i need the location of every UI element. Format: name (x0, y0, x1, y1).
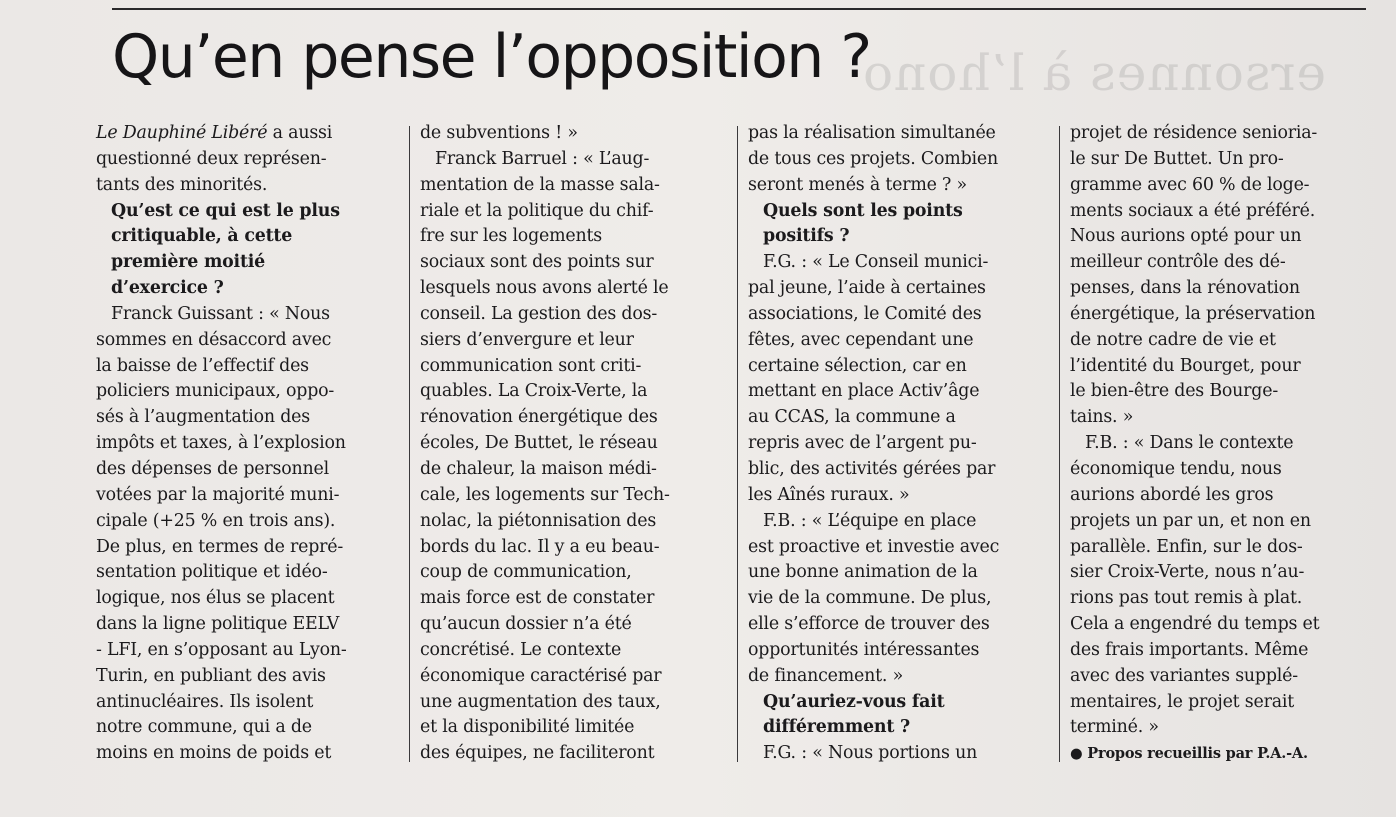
text-run: cipale (+25 % en trois ans). (96, 510, 336, 531)
text-run: moins en moins de poids et (96, 743, 332, 764)
text-run: au CCAS, la commune a (748, 407, 956, 428)
text-run: concrétisé. Le contexte (420, 639, 622, 660)
text-line (96, 509, 398, 535)
text-run: gramme avec 60 % de loge- (1070, 174, 1310, 195)
text-line (96, 276, 398, 302)
text-line (748, 173, 1048, 199)
text-run: dans la ligne politique EELV (96, 614, 340, 635)
text-run: impôts et taxes, à l’explosion (96, 433, 346, 454)
text-line (748, 250, 1048, 276)
text-line (420, 302, 726, 328)
text-run: tants des minorités. (96, 174, 268, 195)
text-line (96, 560, 398, 586)
text-run: votées par la majorité muni- (96, 484, 340, 505)
text-line (748, 431, 1048, 457)
text-run: repris avec de l’argent pu- (748, 433, 977, 454)
text-run: meilleur contrôle des dé- (1070, 252, 1286, 273)
text-run: certaine sélection, car en (748, 355, 967, 376)
text-run: elle s’efforce de trouver des (748, 614, 990, 635)
text-line (420, 405, 726, 431)
bold-text: d’exercice ? (111, 278, 224, 299)
text-line (1070, 276, 1370, 302)
text-run: Franck Guissant : « Nous (111, 303, 330, 324)
text-line (748, 328, 1048, 354)
text-run: a aussi (267, 123, 333, 143)
text-run: tains. » (1070, 407, 1134, 428)
text-line (1070, 354, 1370, 380)
text-run: mettant en place Activ’âge (748, 381, 980, 402)
column-divider (737, 126, 738, 762)
text-run: quables. La Croix-Verte, la (420, 381, 648, 402)
text-run: fre sur les logements (420, 226, 602, 247)
bold-text: critiquable, à cette (111, 226, 293, 247)
text-run: parallèle. Enfin, sur le dos- (1070, 536, 1303, 557)
text-run: de notre cadre de vie et (1070, 329, 1276, 350)
text-run: rions pas tout remis à plat. (1070, 588, 1303, 609)
text-line (748, 405, 1048, 431)
bold-text: ● Propos recueillis par P.A.-A. (1070, 745, 1308, 763)
text-line (1070, 509, 1370, 535)
text-run: sés à l’augmentation des (96, 407, 310, 428)
text-line (748, 379, 1048, 405)
text-line (420, 509, 726, 535)
text-run: terminé. » (1070, 717, 1159, 738)
text-run: est proactive et investie avec (748, 536, 1000, 557)
text-run: qu’aucun dossier n’a été (420, 614, 632, 635)
text-line (1070, 612, 1370, 638)
text-run: et la disponibilité limitée (420, 717, 635, 738)
text-line (1070, 457, 1370, 483)
text-line (96, 483, 398, 509)
text-line (420, 535, 726, 561)
text-run: policiers municipaux, oppo- (96, 381, 335, 402)
text-line (420, 457, 726, 483)
text-line (1070, 535, 1370, 561)
text-line (96, 612, 398, 638)
text-run: Turin, en publiant des avis (96, 665, 326, 686)
text-line (748, 457, 1048, 483)
text-run: mentation de la masse sala- (420, 174, 660, 195)
text-line (1070, 250, 1370, 276)
text-line (96, 302, 398, 328)
text-line (420, 250, 726, 276)
text-line (1070, 302, 1370, 328)
text-run: conseil. La gestion des dos- (420, 303, 658, 324)
text-run: Franck Barruel : « L’aug- (435, 148, 650, 169)
column-divider (1059, 126, 1060, 762)
text-run: sier Croix-Verte, nous n’au- (1070, 562, 1305, 583)
text-run: des dépenses de personnel (96, 458, 329, 479)
text-run: vie de la commune. De plus, (748, 588, 992, 609)
top-rule (112, 8, 1366, 10)
text-run: de financement. » (748, 665, 904, 686)
article-column-4 (1070, 121, 1370, 767)
text-run: les Aînés ruraux. » (748, 484, 910, 505)
text-run: Cela a engendré du temps et (1070, 614, 1320, 635)
text-line (420, 147, 726, 173)
text-line (96, 199, 398, 225)
text-line (420, 638, 726, 664)
text-line (748, 612, 1048, 638)
text-line (96, 379, 398, 405)
text-run: aurions abordé les gros (1070, 484, 1274, 505)
text-run: des équipes, ne faciliteront (420, 743, 655, 764)
article-column-1 (96, 121, 398, 767)
text-run: riale et la politique du chif- (420, 200, 654, 221)
text-line (1070, 405, 1370, 431)
text-run: sociaux sont des points sur (420, 252, 654, 273)
text-run: de tous ces projets. Combien (748, 148, 998, 169)
text-run: lesquels nous avons alerté le (420, 278, 669, 299)
text-run: Nous aurions opté pour un (1070, 226, 1302, 247)
bold-text: Qu’est ce qui est le plus (111, 200, 340, 221)
text-line (96, 741, 398, 767)
text-line (96, 431, 398, 457)
text-run: associations, le Comité des (748, 303, 982, 324)
text-line (1070, 560, 1370, 586)
text-run: projets un par un, et non en (1070, 510, 1311, 531)
text-run: écoles, De Buttet, le réseau (420, 433, 658, 454)
text-line (96, 690, 398, 716)
text-run: le sur De Buttet. Un pro- (1070, 148, 1284, 169)
text-line (1070, 199, 1370, 225)
text-line (420, 560, 726, 586)
text-line (1070, 483, 1370, 509)
text-line (1070, 328, 1370, 354)
text-line (748, 199, 1048, 225)
text-line (748, 560, 1048, 586)
text-run: coup de communication, (420, 562, 632, 583)
text-run: fêtes, avec cependant une (748, 329, 974, 350)
text-run: ments sociaux a été préféré. (1070, 200, 1316, 221)
text-run: le bien-être des Bourge- (1070, 381, 1278, 402)
text-run: opportunités intéressantes (748, 639, 980, 660)
text-line (748, 276, 1048, 302)
text-line (96, 586, 398, 612)
text-run: blic, des activités gérées par (748, 458, 996, 479)
bold-text: Qu’auriez-vous fait (763, 691, 945, 712)
bold-text: Quels sont les points (763, 200, 963, 221)
text-line (1070, 715, 1370, 741)
text-line (1070, 121, 1370, 147)
text-run: De plus, en termes de repré- (96, 536, 344, 557)
text-line (748, 741, 1048, 767)
bleed-through-text: ersonnes à l’hono (862, 44, 1326, 102)
text-run: de chaleur, la maison médi- (420, 458, 657, 479)
text-line (1070, 379, 1370, 405)
text-line (96, 354, 398, 380)
text-line (420, 354, 726, 380)
text-run: des frais importants. Même (1070, 639, 1309, 660)
text-run: F.B. : « L’équipe en place (763, 510, 977, 531)
text-run: seront menés à terme ? » (748, 174, 967, 195)
text-line (748, 715, 1048, 741)
text-line (748, 302, 1048, 328)
text-run: nolac, la piétonnisation des (420, 510, 657, 531)
text-line (420, 483, 726, 509)
text-run: économique caractérisé par (420, 665, 662, 686)
text-run: de subventions ! » (420, 123, 578, 143)
text-run: pal jeune, l’aide à certaines (748, 278, 986, 299)
text-line (96, 715, 398, 741)
text-line (96, 457, 398, 483)
text-line (420, 664, 726, 690)
text-line (420, 431, 726, 457)
text-line (748, 224, 1048, 250)
text-line (1070, 690, 1370, 716)
article-column-3 (748, 121, 1048, 767)
text-run: questionné deux représen- (96, 148, 327, 169)
text-line (748, 509, 1048, 535)
text-run: économique tendu, nous (1070, 458, 1282, 479)
text-line (420, 199, 726, 225)
text-line (420, 121, 726, 147)
italic-text: Le Dauphiné Libéré (96, 123, 268, 143)
text-line (748, 483, 1048, 509)
text-line (420, 715, 726, 741)
text-run: antinucléaires. Ils isolent (96, 691, 314, 712)
text-run: mais force est de constater (420, 588, 655, 609)
text-run: cale, les logements sur Tech- (420, 484, 670, 505)
text-line (748, 354, 1048, 380)
text-run: avec des variantes supplé- (1070, 665, 1298, 686)
text-line (420, 276, 726, 302)
text-line (96, 638, 398, 664)
text-line (96, 224, 398, 250)
text-line (1070, 173, 1370, 199)
text-run: penses, dans la rénovation (1070, 278, 1300, 299)
text-line (1070, 664, 1370, 690)
text-line (748, 664, 1048, 690)
text-run: communication sont criti- (420, 355, 642, 376)
text-line (748, 147, 1048, 173)
text-line (96, 250, 398, 276)
text-line (748, 586, 1048, 612)
text-line (420, 328, 726, 354)
text-line (1070, 147, 1370, 173)
text-run: sentation politique et idéo- (96, 562, 328, 583)
bold-text: première moitié (111, 252, 266, 273)
text-line (96, 121, 398, 147)
byline (1070, 741, 1370, 767)
text-run: bords du lac. Il y a eu beau- (420, 536, 660, 557)
text-run: une bonne animation de la (748, 562, 978, 583)
text-line (1070, 224, 1370, 250)
text-run: pas la réalisation simultanée (748, 123, 996, 143)
text-line (96, 405, 398, 431)
text-line (1070, 586, 1370, 612)
text-run: logique, nos élus se placent (96, 588, 335, 609)
text-line (420, 690, 726, 716)
text-run: notre commune, qui a de (96, 717, 312, 738)
bold-text: différemment ? (763, 717, 911, 738)
text-run: mentaires, le projet serait (1070, 691, 1295, 712)
text-line (96, 535, 398, 561)
text-line (748, 690, 1048, 716)
text-run: - LFI, en s’opposant au Lyon- (96, 639, 347, 660)
text-line (96, 173, 398, 199)
text-run: la baisse de l’effectif des (96, 355, 309, 376)
text-line (748, 535, 1048, 561)
article-column-2 (420, 121, 726, 767)
text-line (96, 664, 398, 690)
text-line (96, 147, 398, 173)
text-line (96, 328, 398, 354)
text-run: une augmentation des taux, (420, 691, 661, 712)
text-line (748, 121, 1048, 147)
text-line (420, 173, 726, 199)
text-run: siers d’envergure et leur (420, 329, 634, 350)
text-run: F.G. : « Nous portions un (763, 743, 978, 764)
text-run: F.G. : « Le Conseil munici- (763, 252, 989, 273)
text-line (748, 638, 1048, 664)
text-run: sommes en désaccord avec (96, 329, 332, 350)
text-line (420, 741, 726, 767)
text-run: F.B. : « Dans le contexte (1085, 433, 1294, 454)
text-line (420, 612, 726, 638)
text-run: projet de résidence senioria- (1070, 123, 1318, 143)
text-line (420, 379, 726, 405)
bold-text: positifs ? (763, 226, 850, 247)
column-divider (409, 126, 410, 762)
text-line (420, 224, 726, 250)
text-run: rénovation énergétique des (420, 407, 658, 428)
text-line (1070, 431, 1370, 457)
text-run: l’identité du Bourget, pour (1070, 355, 1301, 376)
text-run: énergétique, la préservation (1070, 303, 1316, 324)
text-line (1070, 638, 1370, 664)
headline: Qu’en pense l’opposition ? (112, 22, 871, 92)
text-line (420, 586, 726, 612)
